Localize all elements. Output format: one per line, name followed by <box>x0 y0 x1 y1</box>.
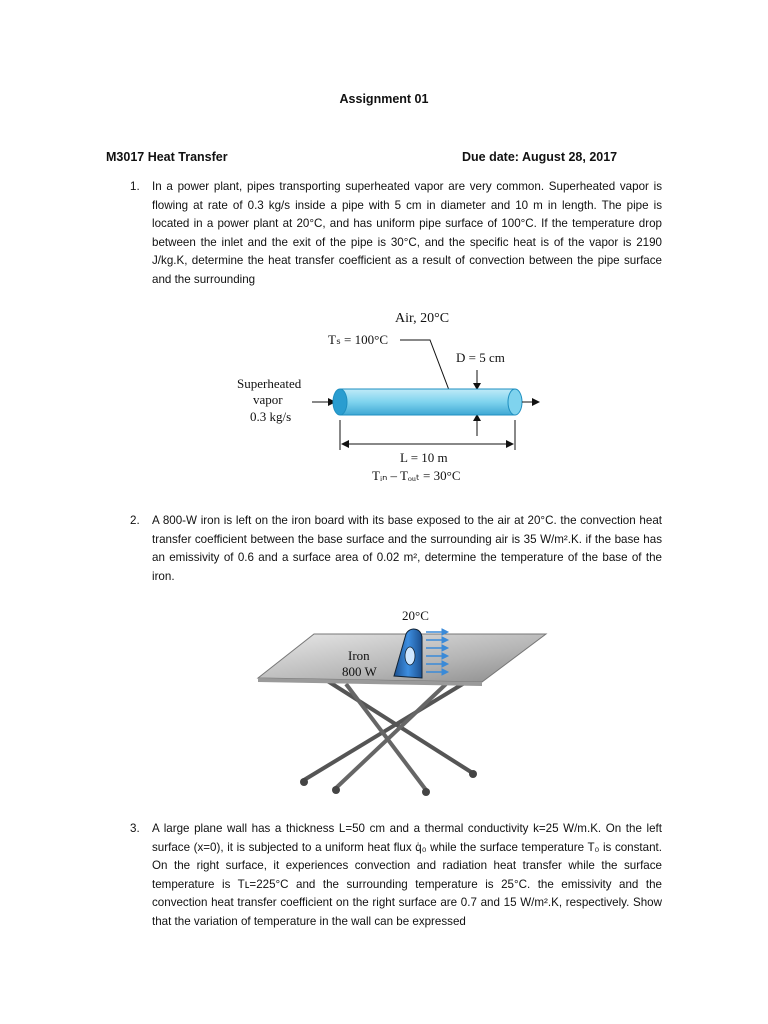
vapor-label-line1: Superheated <box>237 376 302 391</box>
question-2-number: 2. <box>130 514 140 527</box>
question-1-number: 1. <box>130 180 140 193</box>
iron-dial <box>405 647 415 665</box>
question-2-text: A 800-W iron is left on the iron board with its base exposed to the air at 20°C. the convection heat transfer coefficient between the base surface and the surrounding air is 35 W/m².K. if the base has an emissivity of 0.6 and a surface area of 0.02 m², determine the temperature of the base of the iron. <box>152 514 662 583</box>
iron-figure <box>256 600 556 800</box>
leg-foot <box>300 778 308 786</box>
iron-label-line1: Iron <box>348 648 370 663</box>
pipe-figure <box>220 300 560 490</box>
vapor-label-line3: 0.3 kg/s <box>250 409 292 424</box>
diameter-label: D = 5 cm <box>456 350 505 365</box>
air-label: Air, 20°C <box>395 311 450 326</box>
iron-label-line2: 800 W <box>342 664 377 679</box>
leg-foot <box>422 788 430 796</box>
leg-foot <box>332 786 340 794</box>
question-1-text: In a power plant, pipes transporting superheated vapor are very common. Superheated vapor is flowing at rate of 0.3 kg/s inside a pipe with 5 cm in diameter and 10 m in length. The pipe is located in a power plant at 20°C, and has uniform pipe surface of 100°C. If the temperature drop between the inlet and the exit of the pipe is 30°C, and the specific heat is of the vapor is 2190 J/kg.K, determine the heat transfer coefficient as a result of convection between the pipe surface and the surrounding <box>152 180 662 286</box>
question-3-text: A large plane wall has a thickness L=50 cm and a thermal conductivity k=25 W/m.K. On the left surface (x=0), it is subjected to a uniform heat flux q̇₀ while the surface temperature T₀ is constant. On the right surface, it experiences convection and radiation heat transfer while the surface temperature is Tʟ=225°C and the surrounding temperature is 25°C. the emissivity and the convection heat transfer coefficient on the right surface are 0.7 and 15 W/m².K, respectively. Show that the variation of temperature in the wall can be expressed <box>152 822 662 928</box>
length-label: L = 10 m <box>400 450 448 465</box>
page-title: Assignment 01 <box>339 92 429 106</box>
board-leg <box>304 682 466 780</box>
ambient-temp-label: 20°C <box>402 608 429 623</box>
question-3-number: 3. <box>130 822 140 835</box>
pipe-body <box>340 389 515 415</box>
course-label: M3017 Heat Transfer <box>106 150 228 164</box>
surface-temp-label: Tₛ = 100°C <box>328 332 388 347</box>
length-arrowhead-left <box>341 440 349 448</box>
outlet-arrowhead <box>532 398 540 406</box>
pipe-inlet <box>333 389 347 415</box>
leg-foot <box>469 770 477 778</box>
pipe-outlet <box>508 389 522 415</box>
board-leg <box>336 684 446 788</box>
length-arrowhead-right <box>506 440 514 448</box>
vapor-label-line2: vapor <box>253 392 283 407</box>
due-date: Due date: August 28, 2017 <box>462 150 618 164</box>
temp-drop-label: Tᵢₙ – Tₒᵤₜ = 30°C <box>372 468 461 483</box>
